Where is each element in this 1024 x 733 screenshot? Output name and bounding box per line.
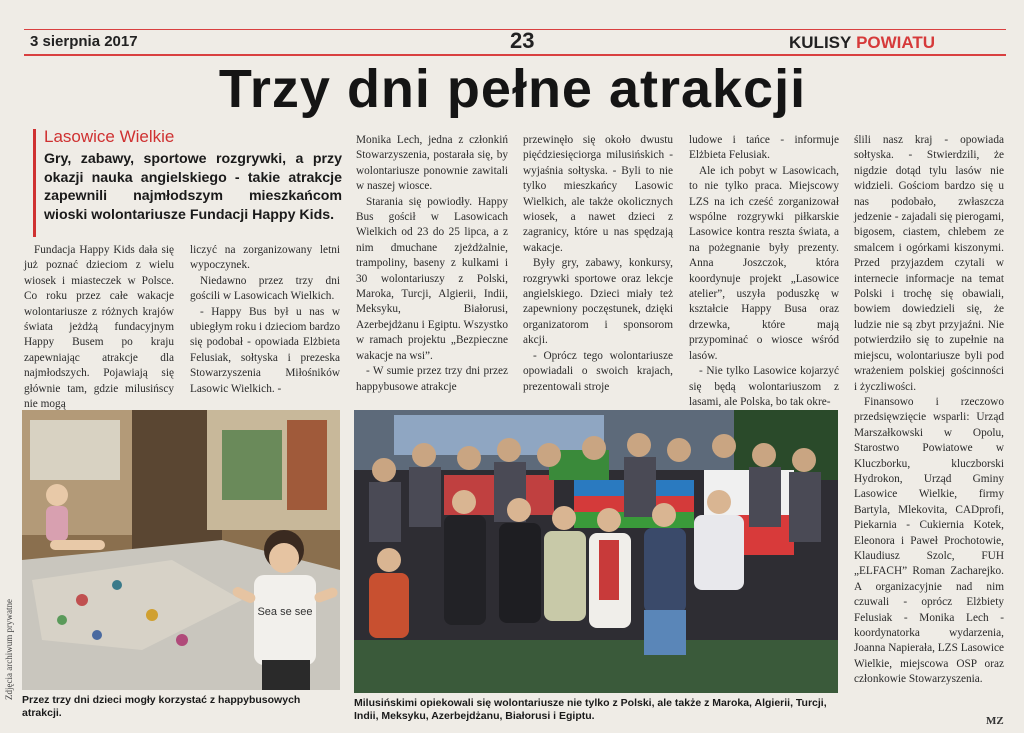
caption-left: Przez trzy dni dzieci mogły korzystać z happybusowych atrakcji. xyxy=(22,694,301,719)
paragraph: Fundacja Happy Kids dała się już poznać dzieciom z wielu wiosek i miasteczek w Polsce. Co roku przez całe wakacje wolontariusze z różnych krajów świata jeżdżą fundacyjnym Happy Busem po kraju zapewniając atrakcje dla najmłodszych. Pojawiają się głównie tam, gdzie milusińscy nie mogą xyxy=(24,244,174,411)
paragraph: - Oprócz tego wolontariusze opowiadali o swoich krajach, prezentowali stroje xyxy=(523,349,673,393)
photo-credit: Zdjęcia archiwum prywatne xyxy=(4,599,14,700)
article-column-4 xyxy=(523,133,673,405)
paragraph: liczyć na zorganizowany letni wypoczynek. xyxy=(190,244,340,272)
article-title: Trzy dni pełne atrakcji xyxy=(218,59,807,119)
kicker-bar xyxy=(33,129,36,237)
article-column-3 xyxy=(356,133,508,405)
caption-right: Milusińskimi opiekowali się wolontariusze nie tylko z Polski, ale także z Maroka, Algierii, Turcji, Indii, Meksyku, Azerbejdżanu, Białorusi i Egiptu. xyxy=(354,697,827,722)
paragraph: Niedawno przez trzy dni gościli w Lasowicach Wielkich. xyxy=(190,274,340,303)
paragraph: Finansowo i rzeczowo przedsięwzięcie wsparli: Urząd Marszałkowski w Opolu, Starostwo Powiatowe w Kluczborku, kluczborski Hydrokon, Urząd Gminy Lasowice Wielkie, firmy Bartyla, Mlekovita, CADprofi, Piekarnia - Cukiernia Kotek, Eleonora i Paweł Prochotowie, Klaudiusz Szolc, FUH „ELFACH” Roman Zacharejko. A organizacyjnie nad nim czuwali - oprócz Elżbiety Felusiak - Monika Lech - koordynatorka wydarzenia, Joanna Napierała, LZS Lasowice Wielkie, miejscowa OSP oraz członkowie Stowarzyszenia. xyxy=(854,395,1004,686)
paragraph: Monika Lech, jedna z członkiń Stowarzyszenia, postarała się, by wolontariusze ponownie zawitali w naszej wiosce. xyxy=(356,134,508,193)
paragraph: - Happy Bus był u nas w ubiegłym roku i dzieciom bardzo się podobał - opowiada Elżbieta Felusiak, sołtyska i prezeska Stowarzyszenia Miłośników Lasowic Wielkich. - xyxy=(190,305,340,395)
photo-child-playground xyxy=(22,410,340,690)
page-number: 23 xyxy=(510,28,535,53)
paragraph: Ale ich pobyt w Lasowicach, to nie tylko praca. Miejscowy LZS na ich cześć zorganizował wspólne rozgrywki piłkarskie Lasowice kontra reszta świata, a na pożegnanie były prezenty. Anna Joszczok, która koordynuje projekt „Lasowice atelier”, uszyła poduszkę w kształcie Happy Busa oraz drzewka, które mają przypominać o wiosce wśród lasów. xyxy=(689,164,839,362)
author-signature: MZ xyxy=(986,715,1004,727)
header-rule xyxy=(24,54,1006,56)
paragraph: ślili nasz kraj - opowiada sołtyska. - Stwierdzili, że nigdzie dotąd tylu lasów nie widzieli. Gościom bardzo się u nas podobało, zwłaszcza jedzenie - zajadali się pierogami, bigosem, ciastem, chlebem ze smalcem i ogórkami kiszonymi. Przed przyjazdem czytali w internecie informacje na temat Polski i trochę się obawiali, bowiem dowiedzieli się, że ludzie nie są zbyt przyjaźni. Nie potwierdziło się to zupełnie na miejscu, wolontariusze byli pod wrażeniem polskiej gościnności i życzliwości. xyxy=(854,134,1004,393)
section-name xyxy=(789,33,935,53)
photo-volunteers-group xyxy=(354,410,838,693)
photo-child-playground-drawing xyxy=(22,410,340,690)
paragraph: Starania się powiodły. Happy Bus gościł w Lasowicach Wielkich od 23 do 25 lipca, a z nim dmuchane zjeżdżalnie, trampoliny, baseny z kulkami i 30 wolontariuszy z Polski, Maroka, Turcji, Algierii, Indii, Meksyku, Białorusi, Azerbejdżanu i Egiptu. Wszystko w ramach projektu „Bezpieczne wakacje na wsi”. xyxy=(356,195,508,362)
paragraph: - Nie tylko Lasowice kojarzyć się będą wolontariuszom z lasami, ale Polska, bo tak okre- xyxy=(689,365,839,408)
section-name-red: POWIATU xyxy=(856,33,936,52)
article-lead: Gry, zabawy, sportowe rozgrywki, a przy okazji nauka angielskiego - takie atrakcje zapewnili najmłodszym mieszkańcom wioski wolontariusze Fundacji Happy Kids. xyxy=(44,151,342,223)
paragraph: przewinęło się około dwustu pięćdziesięciorga milusińskich - wyjaśnia sołtyska. - Byli to nie tylko mieszkańcy Lasowic Wielkich, ale także okolicznych wiosek, a nawet dzieci z zagranicy, które u nas spędzają wakacje. xyxy=(523,134,673,254)
photo-volunteers-group-drawing xyxy=(354,410,838,693)
article-column-5 xyxy=(689,133,839,408)
section-name-dark: KULISY xyxy=(789,33,852,52)
tshirt-print: Sea se see xyxy=(257,606,313,618)
issue-date: 3 sierpnia 2017 xyxy=(30,33,138,50)
article-column-6 xyxy=(854,133,1004,713)
paragraph: - W sumie przez trzy dni przez happybusowe atrakcje xyxy=(356,365,508,393)
paragraph: ludowe i tańce - informuje Elżbieta Felusiak. xyxy=(689,134,839,162)
article-column-1 xyxy=(24,243,174,411)
paragraph: Były gry, zabawy, konkursy, rozgrywki sportowe oraz lekcje angielskiego. Dzieci miały też zapewniony poczęstunek, dzięki organizatorom i sponsorom akcji. xyxy=(523,257,673,347)
article-column-2 xyxy=(190,243,340,403)
article-kicker: Lasowice Wielkie xyxy=(44,127,175,146)
